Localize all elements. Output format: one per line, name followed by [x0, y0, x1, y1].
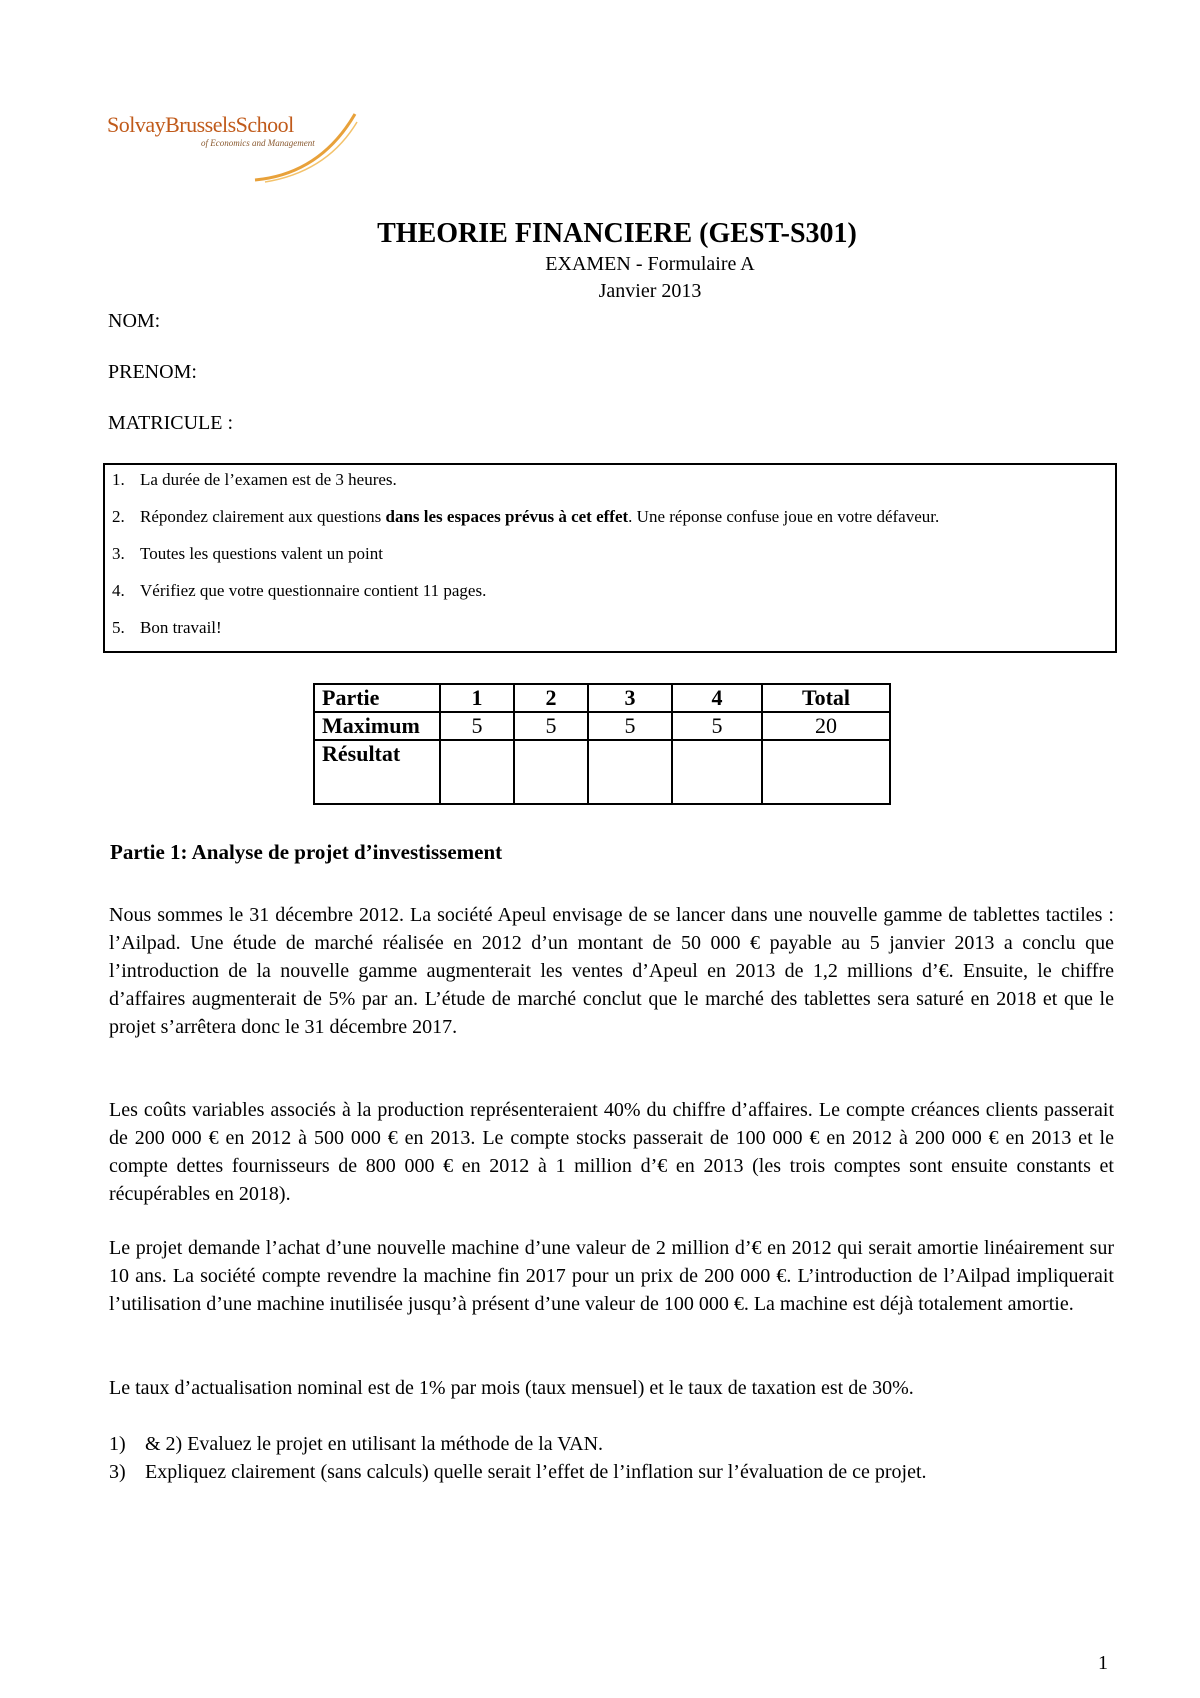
result-cell[interactable]: [440, 740, 514, 804]
instruction-item: 4. Vérifiez que votre questionnaire contient 11 pages.: [112, 581, 487, 600]
exam-subtitle: EXAMEN - Formulaire A: [545, 253, 755, 275]
question-item: 1) & 2) Evaluez le projet en utilisant la méthode de la VAN.: [109, 1433, 604, 1455]
score-result-row: Résultat: [314, 740, 890, 804]
instruction-item: 2. Répondez clairement aux questions dans les espaces prévus à cet effet. Une réponse confuse joue en votre défaveur.: [112, 507, 940, 526]
section-heading: Partie 1: Analyse de projet d’investissement: [110, 840, 503, 864]
nom-field: NOM:: [108, 310, 161, 332]
paragraph: Le taux d’actualisation nominal est de 1% par mois (taux mensuel) et le taux de taxation est de 30%.: [109, 1377, 914, 1399]
logo-name: SolvayBrusselsSchool: [107, 112, 294, 137]
paragraph: Le projet demande l’achat d’une nouvelle machine d’une valeur de 2 million d’€ en 2012 qui serait amortie linéairement sur 10 ans. La société compte revendre la machine fin 2017 pour un prix de 200 000 €. L’introduction de l’Ailpad impliquerait l’utilisation d’une machine inutilisée jusqu’à présent d’une valeur de 100 000 €. La machine est déjà totalement amortie.: [109, 1237, 1114, 1315]
instructions-box: [103, 463, 1117, 653]
school-logo: [105, 108, 367, 184]
result-cell[interactable]: [514, 740, 588, 804]
instruction-item: 5. Bon travail!: [112, 618, 222, 637]
page-number: 1: [1098, 1652, 1108, 1674]
instruction-item: 1. La durée de l’examen est de 3 heures.: [112, 470, 397, 489]
score-maximum-row: Maximum 5 5 5 5 20: [314, 712, 890, 740]
exam-date: Janvier 2013: [598, 280, 702, 302]
logo-tagline: of Economics and Management: [201, 138, 315, 148]
question-item: 3) Expliquez clairement (sans calculs) quelle serait l’effet de l’inflation sur l’évaluation de ce projet.: [109, 1461, 927, 1483]
result-cell[interactable]: [588, 740, 672, 804]
instruction-item: 3. Toutes les questions valent un point: [112, 544, 383, 563]
prenom-field: PRENOM:: [108, 361, 197, 383]
result-cell[interactable]: [672, 740, 762, 804]
score-table: [313, 683, 891, 805]
paragraph: Les coûts variables associés à la production représenteraient 40% du chiffre d’affaires. Le compte créances clients passerait de 200 000 € en 2012 à 500 000 € en 2013. Le compte stocks passerait de 100 000 € en 2012 à 200 000 € en 2013 et le compte dettes fournisseurs de 800 000 € en 2012 à 1 million d’€ en 2013 (les trois comptes sont ensuite constants et récupérables en 2018).: [109, 1099, 1114, 1205]
exam-title: THEORIE FINANCIERE (GEST-S301): [377, 218, 857, 249]
matricule-field: MATRICULE :: [108, 412, 233, 434]
score-header-row: Partie 1 2 3 4 Total: [314, 684, 890, 712]
result-cell[interactable]: [762, 740, 890, 804]
paragraph: Nous sommes le 31 décembre 2012. La société Apeul envisage de se lancer dans une nouvelle gamme de tablettes tactiles : l’Ailpad. Une étude de marché réalisée en 2012 d’un montant de 50 000 € payable au 5 janvier 2013 a conclu que l’introduction de la nouvelle gamme augmenterait les ventes d’Apeul en 2013 de 1,2 millions d’€. Ensuite, le chiffre d’affaires augmenterait de 5% par an. L’étude de marché conclut que le marché des tablettes sera saturé en 2018 et que le projet s’arrêtera donc le 31 décembre 2017.: [109, 904, 1114, 1038]
